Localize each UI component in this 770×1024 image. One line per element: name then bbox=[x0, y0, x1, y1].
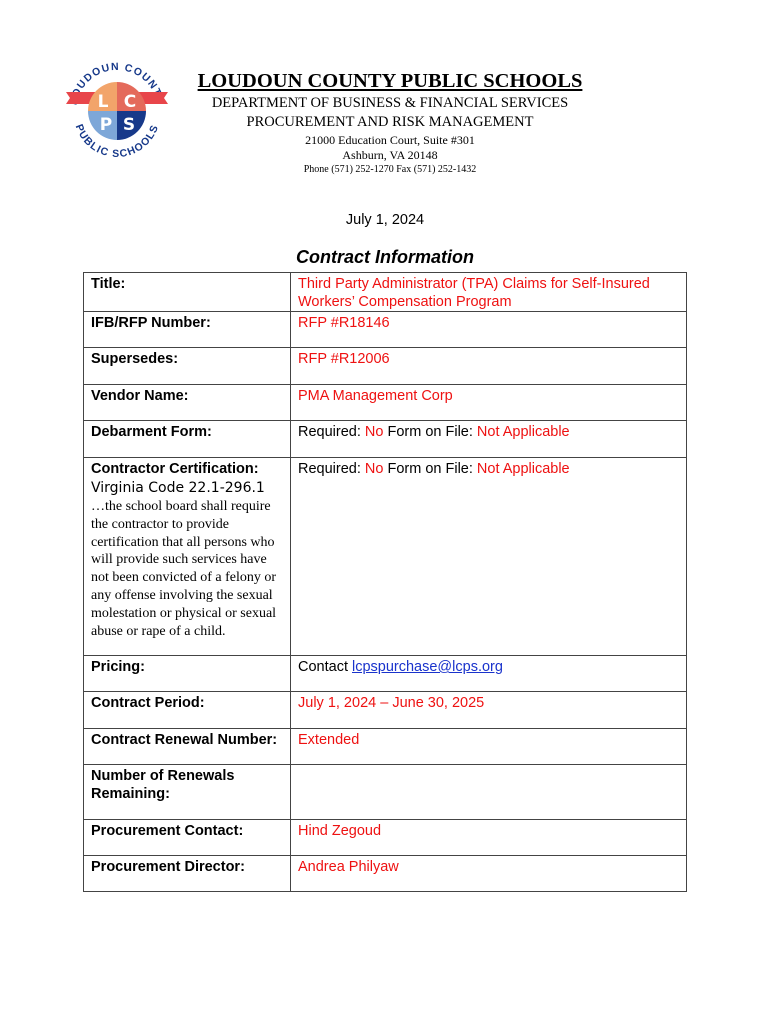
document-date: July 1, 2024 bbox=[345, 212, 425, 228]
debarment-on-file-value: Not Applicable bbox=[476, 424, 570, 440]
procurement-contact-label: Procurement Contact: bbox=[84, 820, 291, 856]
pricing-label: Pricing: bbox=[84, 656, 291, 692]
logo-letter-c: C bbox=[123, 92, 137, 112]
logo-ring-bottom-text: PUBLIC SCHOOLS bbox=[72, 122, 162, 161]
table-row bbox=[84, 656, 687, 692]
table-row bbox=[84, 856, 687, 892]
letterhead-title: LOUDOUN COUNTY PUBLIC SCHOOLS bbox=[197, 70, 583, 92]
letterhead-address-line2: Ashburn, VA 20148 bbox=[342, 148, 438, 162]
contractor-certification-cell bbox=[84, 458, 291, 656]
table-row bbox=[84, 820, 687, 856]
table-row bbox=[84, 312, 687, 348]
contract-renewal-number-value: Extended bbox=[291, 729, 687, 765]
renewals-remaining-value bbox=[291, 765, 687, 820]
procurement-contact-value: Hind Zegoud bbox=[291, 820, 687, 856]
letterhead-department: DEPARTMENT OF BUSINESS & FINANCIAL SERVICES bbox=[211, 95, 569, 111]
logo-letter-l: L bbox=[97, 92, 109, 112]
pricing-contact-prefix: Contact bbox=[298, 659, 352, 675]
lcps-logo bbox=[62, 56, 172, 166]
table-row bbox=[84, 348, 687, 385]
title-value: Third Party Administrator (TPA) Claims for Self-Insured Workers’ Compensation Program bbox=[291, 273, 687, 312]
table-row bbox=[84, 421, 687, 458]
logo-ring-top-text: UDOUN COUN bbox=[74, 60, 160, 93]
ifb-rfp-number-value: RFP #R18146 bbox=[291, 312, 687, 348]
pricing-value bbox=[291, 656, 687, 692]
letterhead-office: PROCUREMENT AND RISK MANAGEMENT bbox=[246, 114, 534, 130]
contract-period-label: Contract Period: bbox=[84, 692, 291, 729]
debarment-on-file-label: Form on File: bbox=[383, 424, 477, 440]
logo-letter-p: P bbox=[99, 115, 113, 135]
procurement-director-label: Procurement Director: bbox=[84, 856, 291, 892]
certification-statute-text: …the school board shall require the contractor to provide certification that all persons who will provide such services have not been convicted of a felony or any offense involving the sexual molestation or physical or sexual abuse or rape of a child. bbox=[91, 499, 277, 639]
contractor-certification-value bbox=[291, 458, 687, 656]
table-row bbox=[84, 765, 687, 820]
contract-period-value: July 1, 2024 – June 30, 2025 bbox=[291, 692, 687, 729]
letterhead-address-line1: 21000 Education Court, Suite #301 bbox=[305, 133, 475, 147]
debarment-form-label: Debarment Form: bbox=[84, 421, 291, 458]
supersedes-label: Supersedes: bbox=[84, 348, 291, 385]
certification-required-value: No bbox=[364, 461, 384, 477]
table-row bbox=[84, 729, 687, 765]
table-row bbox=[84, 385, 687, 421]
contract-info-table bbox=[83, 272, 687, 892]
contractor-certification-label: Contractor Certification: bbox=[91, 461, 259, 477]
certification-on-file-label: Form on File: bbox=[383, 461, 477, 477]
letterhead-phone-fax: Phone (571) 252-1270 Fax (571) 252-1432 bbox=[303, 164, 477, 175]
table-row bbox=[84, 458, 687, 656]
table-row bbox=[84, 273, 687, 312]
pricing-email-link[interactable]: lcpspurchase@lcps.org bbox=[352, 659, 503, 675]
table-row bbox=[84, 692, 687, 729]
certification-required-label: Required: bbox=[298, 461, 365, 477]
debarment-required-value: No bbox=[364, 424, 384, 440]
vendor-name-label: Vendor Name: bbox=[84, 385, 291, 421]
supersedes-value: RFP #R12006 bbox=[291, 348, 687, 385]
section-title: Contract Information bbox=[296, 247, 474, 267]
renewals-remaining-label: Number of Renewals Remaining: bbox=[84, 765, 291, 820]
ifb-rfp-number-label: IFB/RFP Number: bbox=[84, 312, 291, 348]
debarment-required-label: Required: bbox=[298, 424, 365, 440]
logo-letter-s: S bbox=[122, 115, 136, 135]
contract-renewal-number-label: Contract Renewal Number: bbox=[84, 729, 291, 765]
virginia-code-reference: Virginia Code 22.1-296.1 bbox=[91, 480, 265, 496]
procurement-director-value: Andrea Philyaw bbox=[291, 856, 687, 892]
certification-on-file-value: Not Applicable bbox=[476, 461, 570, 477]
title-label: Title: bbox=[84, 273, 291, 312]
debarment-form-value bbox=[291, 421, 687, 458]
vendor-name-value: PMA Management Corp bbox=[291, 385, 687, 421]
